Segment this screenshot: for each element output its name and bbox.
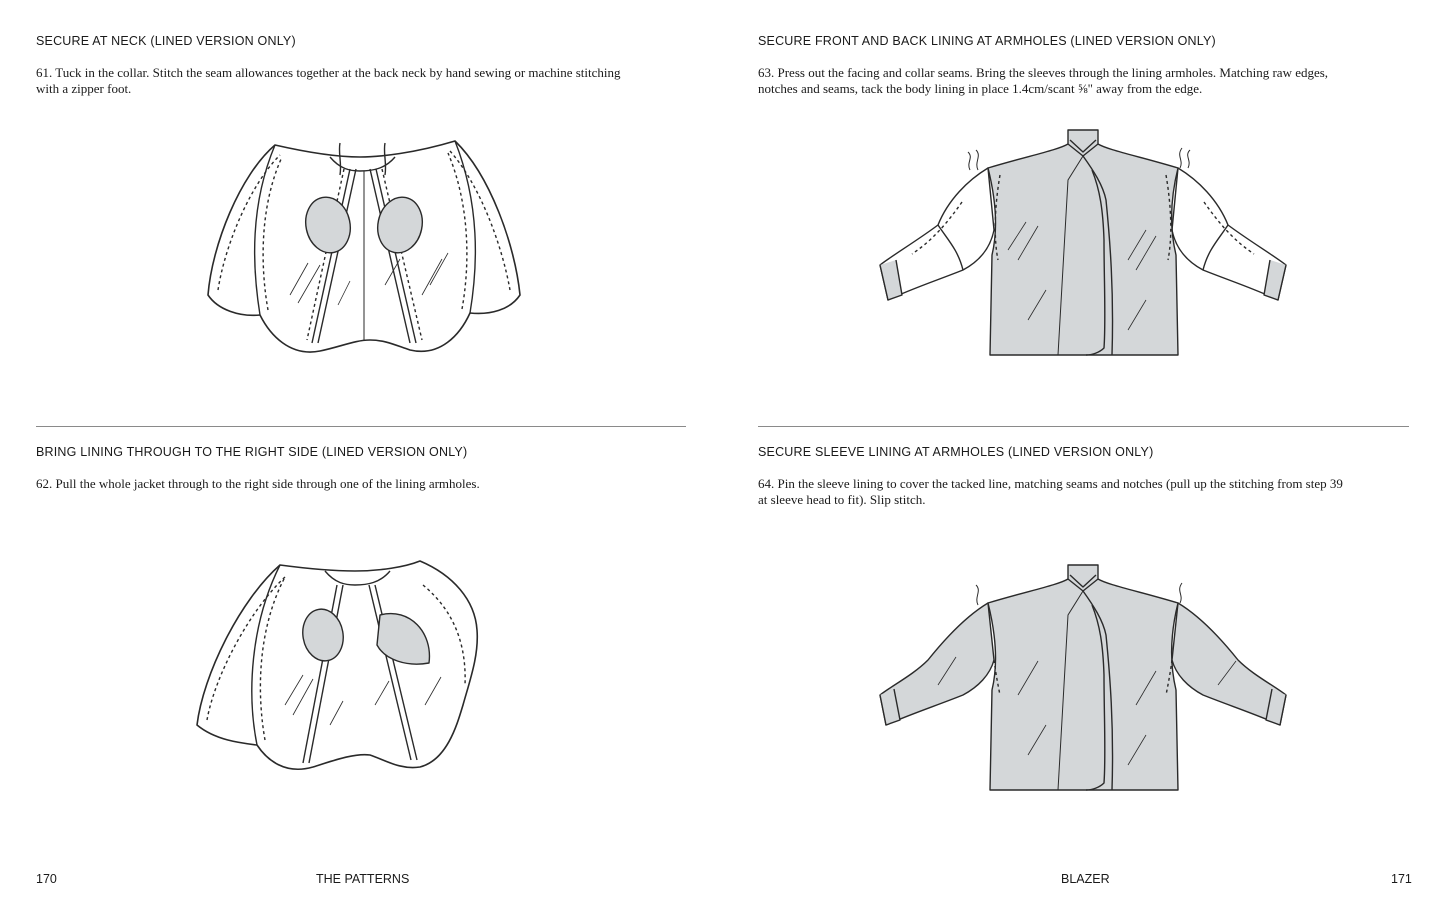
step-61-illustration <box>190 135 530 365</box>
step-62-text-line-1: 62. Pull the whole jacket through to the right side through one of the lining armholes. <box>36 476 480 491</box>
step-64-illustration <box>878 565 1288 795</box>
step-62-heading: BRING LINING THROUGH TO THE RIGHT SIDE (LINED VERSION ONLY) <box>36 445 468 459</box>
step-61-text-line-2: with a zipper foot. <box>36 81 132 96</box>
page-number-left: 170 <box>36 872 57 886</box>
page-number-right: 171 <box>1391 872 1412 886</box>
section-divider <box>36 426 686 427</box>
step-63-illustration <box>878 130 1288 360</box>
right-page <box>723 0 1445 910</box>
step-64-text-line-2: at sleeve head to fit). Slip stitch. <box>758 492 926 507</box>
step-62-illustration <box>185 555 485 775</box>
step-61-text-line-1: 61. Tuck in the collar. Stitch the seam allowances together at the back neck by hand sewing or machine stitching <box>36 65 621 80</box>
step-63-text-line-2: notches and seams, tack the body lining in place 1.4cm/scant ⅝" away from the edge. <box>758 81 1203 96</box>
running-head-left: THE PATTERNS <box>316 872 410 886</box>
running-head-right: BLAZER <box>1061 872 1110 886</box>
step-63-text-line-1: 63. Press out the facing and collar seams. Bring the sleeves through the lining armholes. Matching raw edges, <box>758 65 1329 80</box>
section-divider-right <box>758 426 1409 427</box>
left-page <box>0 0 722 910</box>
step-64-text-line-1: 64. Pin the sleeve lining to cover the tacked line, matching seams and notches (pull up the stitching from step 39 <box>758 476 1343 491</box>
step-61-heading: SECURE AT NECK (LINED VERSION ONLY) <box>36 34 296 48</box>
step-63-heading: SECURE FRONT AND BACK LINING AT ARMHOLES (LINED VERSION ONLY) <box>758 34 1216 48</box>
step-64-heading: SECURE SLEEVE LINING AT ARMHOLES (LINED VERSION ONLY) <box>758 445 1154 459</box>
